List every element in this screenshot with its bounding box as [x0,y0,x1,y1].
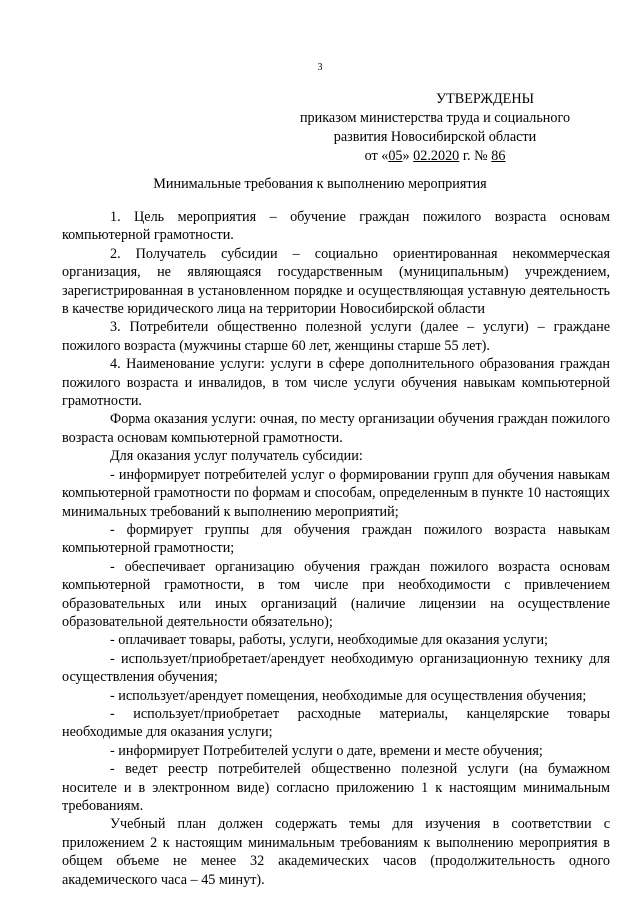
paragraph-obligations-intro: Для оказания услуг получатель субсидии: [110,448,363,465]
approval-stamp-block [290,90,580,166]
approved-heading: УТВЕРЖДЕНЫ [436,91,534,107]
list-item-registry: - ведет реестр потребителей общественно полезной услуги (на бумажном носителе и в электронном виде) согласно приложению 1 к настоящим минимальным требованиям. [62,761,610,814]
paragraph-service-form: Форма оказания услуги: очная, по месту организации обучения граждан пожилого возраста основам компьютерной грамотности. [62,411,610,446]
paragraph-curriculum: Учебный план должен содержать темы для изучения в соответствии с приложением 2 к настоящим минимальным требованиям к выполнению мероприятия в общем объеме не менее 32 академических часов (продолжительность одного академического часа – 45 минут). [62,816,610,888]
page-number: 3 [317,62,323,73]
list-item-materials: - использует/приобретает расходные материалы, канцелярские товары необходимые для оказания услуги; [62,705,610,741]
list-item-premises: - использует/арендует помещения, необходимые для осуществления обучения; [110,687,587,704]
date-day: 05 [388,148,403,164]
date-suffix: г. № [459,148,492,164]
approval-line-1: приказом министерства труда и социального [299,110,571,126]
date-mid: » [402,148,414,164]
paragraph-recipient: 2. Получатель субсидии – социально ориентированная некоммерческая организация, не являющаяся государственным (муниципальным) учреждением, зарегистрированная в установленном порядке и осуществляющая уставную деятельность в качестве юридического лица на территории Новосибирской области [62,245,610,318]
paragraph-consumers: 3. Потребители общественно полезной услуги (далее – услуги) – граждане пожилого возраста (мужчины старше 60 лет, женщины старше 55 лет). [62,319,610,354]
paragraph-goal: 1. Цель мероприятия – обучение граждан пожилого возраста основам компьютерной грамотности. [62,209,610,244]
document-title: Минимальные требования к выполнению мероприятия [153,176,487,192]
list-item-organizes-training: - обеспечивает организацию обучения граждан пожилого возраста основам компьютерной грамотности, в том числе при необходимости с привлечением образовательных или иных организаций (наличие лицензии на осуществление образовательной деятельности обязательно); [62,558,610,630]
list-item-equipment: - использует/приобретает/арендует необходимую организационную технику для осуществления обучения; [62,650,610,686]
order-number: 86 [491,148,506,164]
list-item-pays: - оплачивает товары, работы, услуги, необходимые для оказания услуги; [110,632,548,649]
list-item-informs-groups: - информирует потребителей услуг о формировании групп для обучения навыкам компьютерной грамотности по формам и способам, определенным в пункте 10 настоящих минимальных требований к выполнению мероприятий; [62,466,610,520]
approval-line-2: развития Новосибирской области [333,129,537,145]
approval-date-line [290,147,580,166]
list-item-informs-schedule: - информирует Потребителей услуги о дате, времени и месте обучения; [110,742,543,759]
date-prefix: от « [364,148,389,164]
document-body [62,208,610,889]
list-item-forms-groups: - формирует группы для обучения граждан пожилого возраста навыкам компьютерной грамотности; [62,521,610,557]
date-rest: 02.2020 [413,148,460,164]
paragraph-service-name: 4. Наименование услуги: услуги в сфере дополнительного образования граждан пожилого возраста и инвалидов, в том числе услуги обучения навыкам компьютерной грамотности. [62,356,610,410]
